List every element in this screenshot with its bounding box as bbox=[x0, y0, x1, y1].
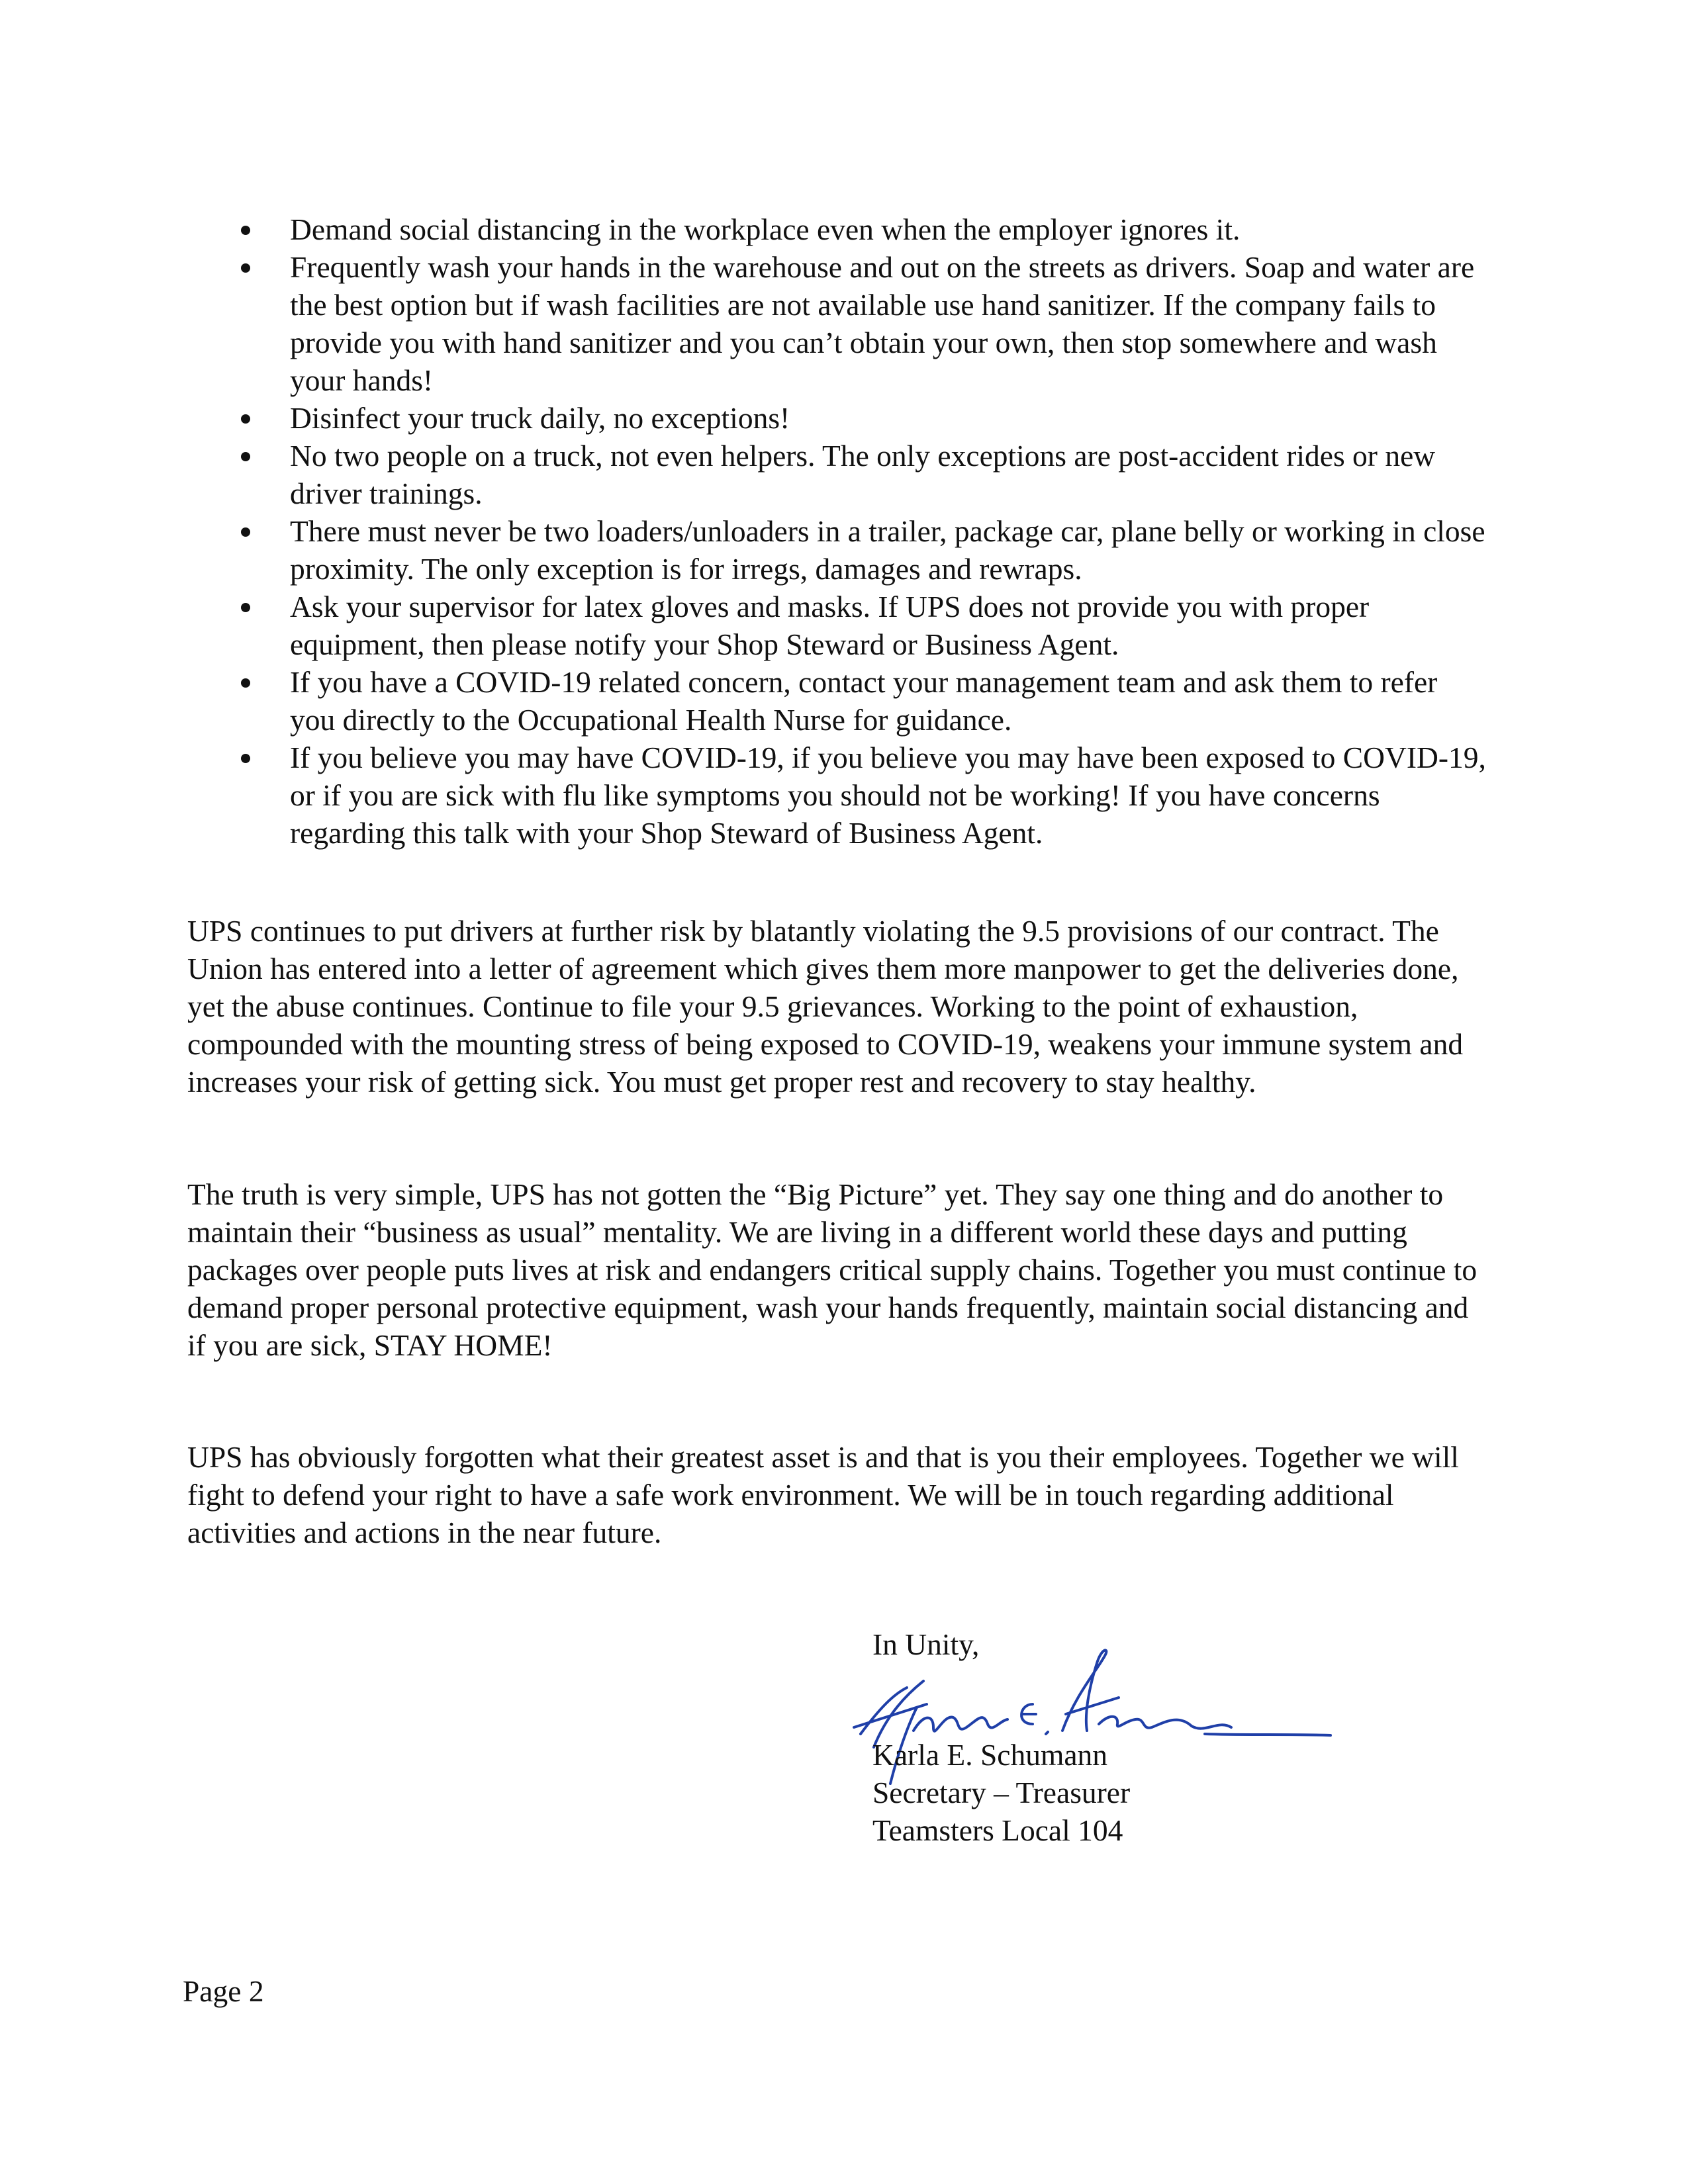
paragraph-contract-violations: UPS continues to put drivers at further risk by blatantly violating the 9.5 provisions of our contract. The Union has entered into a letter of agreement which gives them more manpower to get the deliveries done, yet the abuse continues. Continue to file your 9.5 grievances. Working to the point of exhaustion, compounded with the mounting stress of being exposed to COVID-19, weakens your immune system and increases your risk of getting sick. You must get proper rest and recovery to stay healthy. bbox=[187, 914, 1464, 1099]
list-item bbox=[232, 512, 1489, 588]
bullet-icon bbox=[241, 452, 250, 461]
bullet-icon bbox=[241, 678, 250, 688]
closing-salutation: In Unity, bbox=[872, 1627, 980, 1661]
paragraph-big-picture: The truth is very simple, UPS has not gotten the “Big Picture” yet. They say one thing and do another to maintain their “business as usual” mentality. We are living in a different world these days and putting packages over people puts lives at risk and endangers critical supply chains. Together you must continue to demand proper personal protective equipment, wash your hands frequently, maintain social distancing and if you are sick, STAY HOME! bbox=[187, 1177, 1477, 1362]
page-number: Page 2 bbox=[183, 1974, 264, 2008]
list-item-text: Disinfect your truck daily, no exceptions! bbox=[290, 401, 790, 435]
bullet-icon bbox=[241, 414, 250, 424]
list-item bbox=[232, 739, 1489, 852]
list-item-text: There must never be two loaders/unloaders in a trailer, package car, plane belly or working in close proximity. The only exception is for irregs, damages and rewraps. bbox=[290, 514, 1485, 586]
signatory-title: Secretary – Treasurer bbox=[872, 1776, 1131, 1809]
guidelines-list bbox=[232, 210, 1489, 852]
list-item bbox=[232, 588, 1489, 663]
list-item bbox=[232, 437, 1489, 512]
list-item bbox=[232, 663, 1489, 739]
bullet-icon bbox=[241, 263, 250, 273]
signature-block bbox=[872, 1736, 1130, 1849]
list-item-text: No two people on a truck, not even helpers. The only exceptions are post-accident rides or new driver trainings. bbox=[290, 439, 1436, 510]
list-item-text: Ask your supervisor for latex gloves and masks. If UPS does not provide you with proper equipment, then please notify your Shop Steward or Business Agent. bbox=[290, 590, 1370, 661]
bullet-icon bbox=[241, 754, 250, 763]
paragraph-greatest-asset: UPS has obviously forgotten what their greatest asset is and that is you their employees. Together we will fight to defend your right to have a safe work environment. We will be in touch regarding additional activities and actions in the near future. bbox=[187, 1440, 1459, 1549]
list-item-text: If you believe you may have COVID-19, if you believe you may have been exposed to COVID-19, or if you are sick with flu like symptoms you should not be working! If you have concerns regarding this talk with your Shop Steward of Business Agent. bbox=[290, 741, 1486, 850]
list-item-text: If you have a COVID-19 related concern, contact your management team and ask them to refer you directly to the Occupational Health Nurse for guidance. bbox=[290, 665, 1438, 737]
list-item bbox=[232, 210, 1489, 248]
list-item-text: Demand social distancing in the workplace even when the employer ignores it. bbox=[290, 212, 1241, 246]
signatory-organization: Teamsters Local 104 bbox=[872, 1813, 1123, 1847]
signatory-name: Karla E. Schumann bbox=[872, 1738, 1108, 1772]
list-item-text: Frequently wash your hands in the warehouse and out on the streets as drivers. Soap and water are the best option but if wash facilities are not available use hand sanitizer. If the company fails to provide you with hand sanitizer and you can’t obtain your own, then stop somewhere and wash your hands! bbox=[290, 250, 1475, 397]
list-item bbox=[232, 399, 1489, 437]
bullet-icon bbox=[241, 226, 250, 235]
bullet-icon bbox=[241, 603, 250, 612]
bullet-icon bbox=[241, 527, 250, 537]
list-item bbox=[232, 248, 1489, 399]
